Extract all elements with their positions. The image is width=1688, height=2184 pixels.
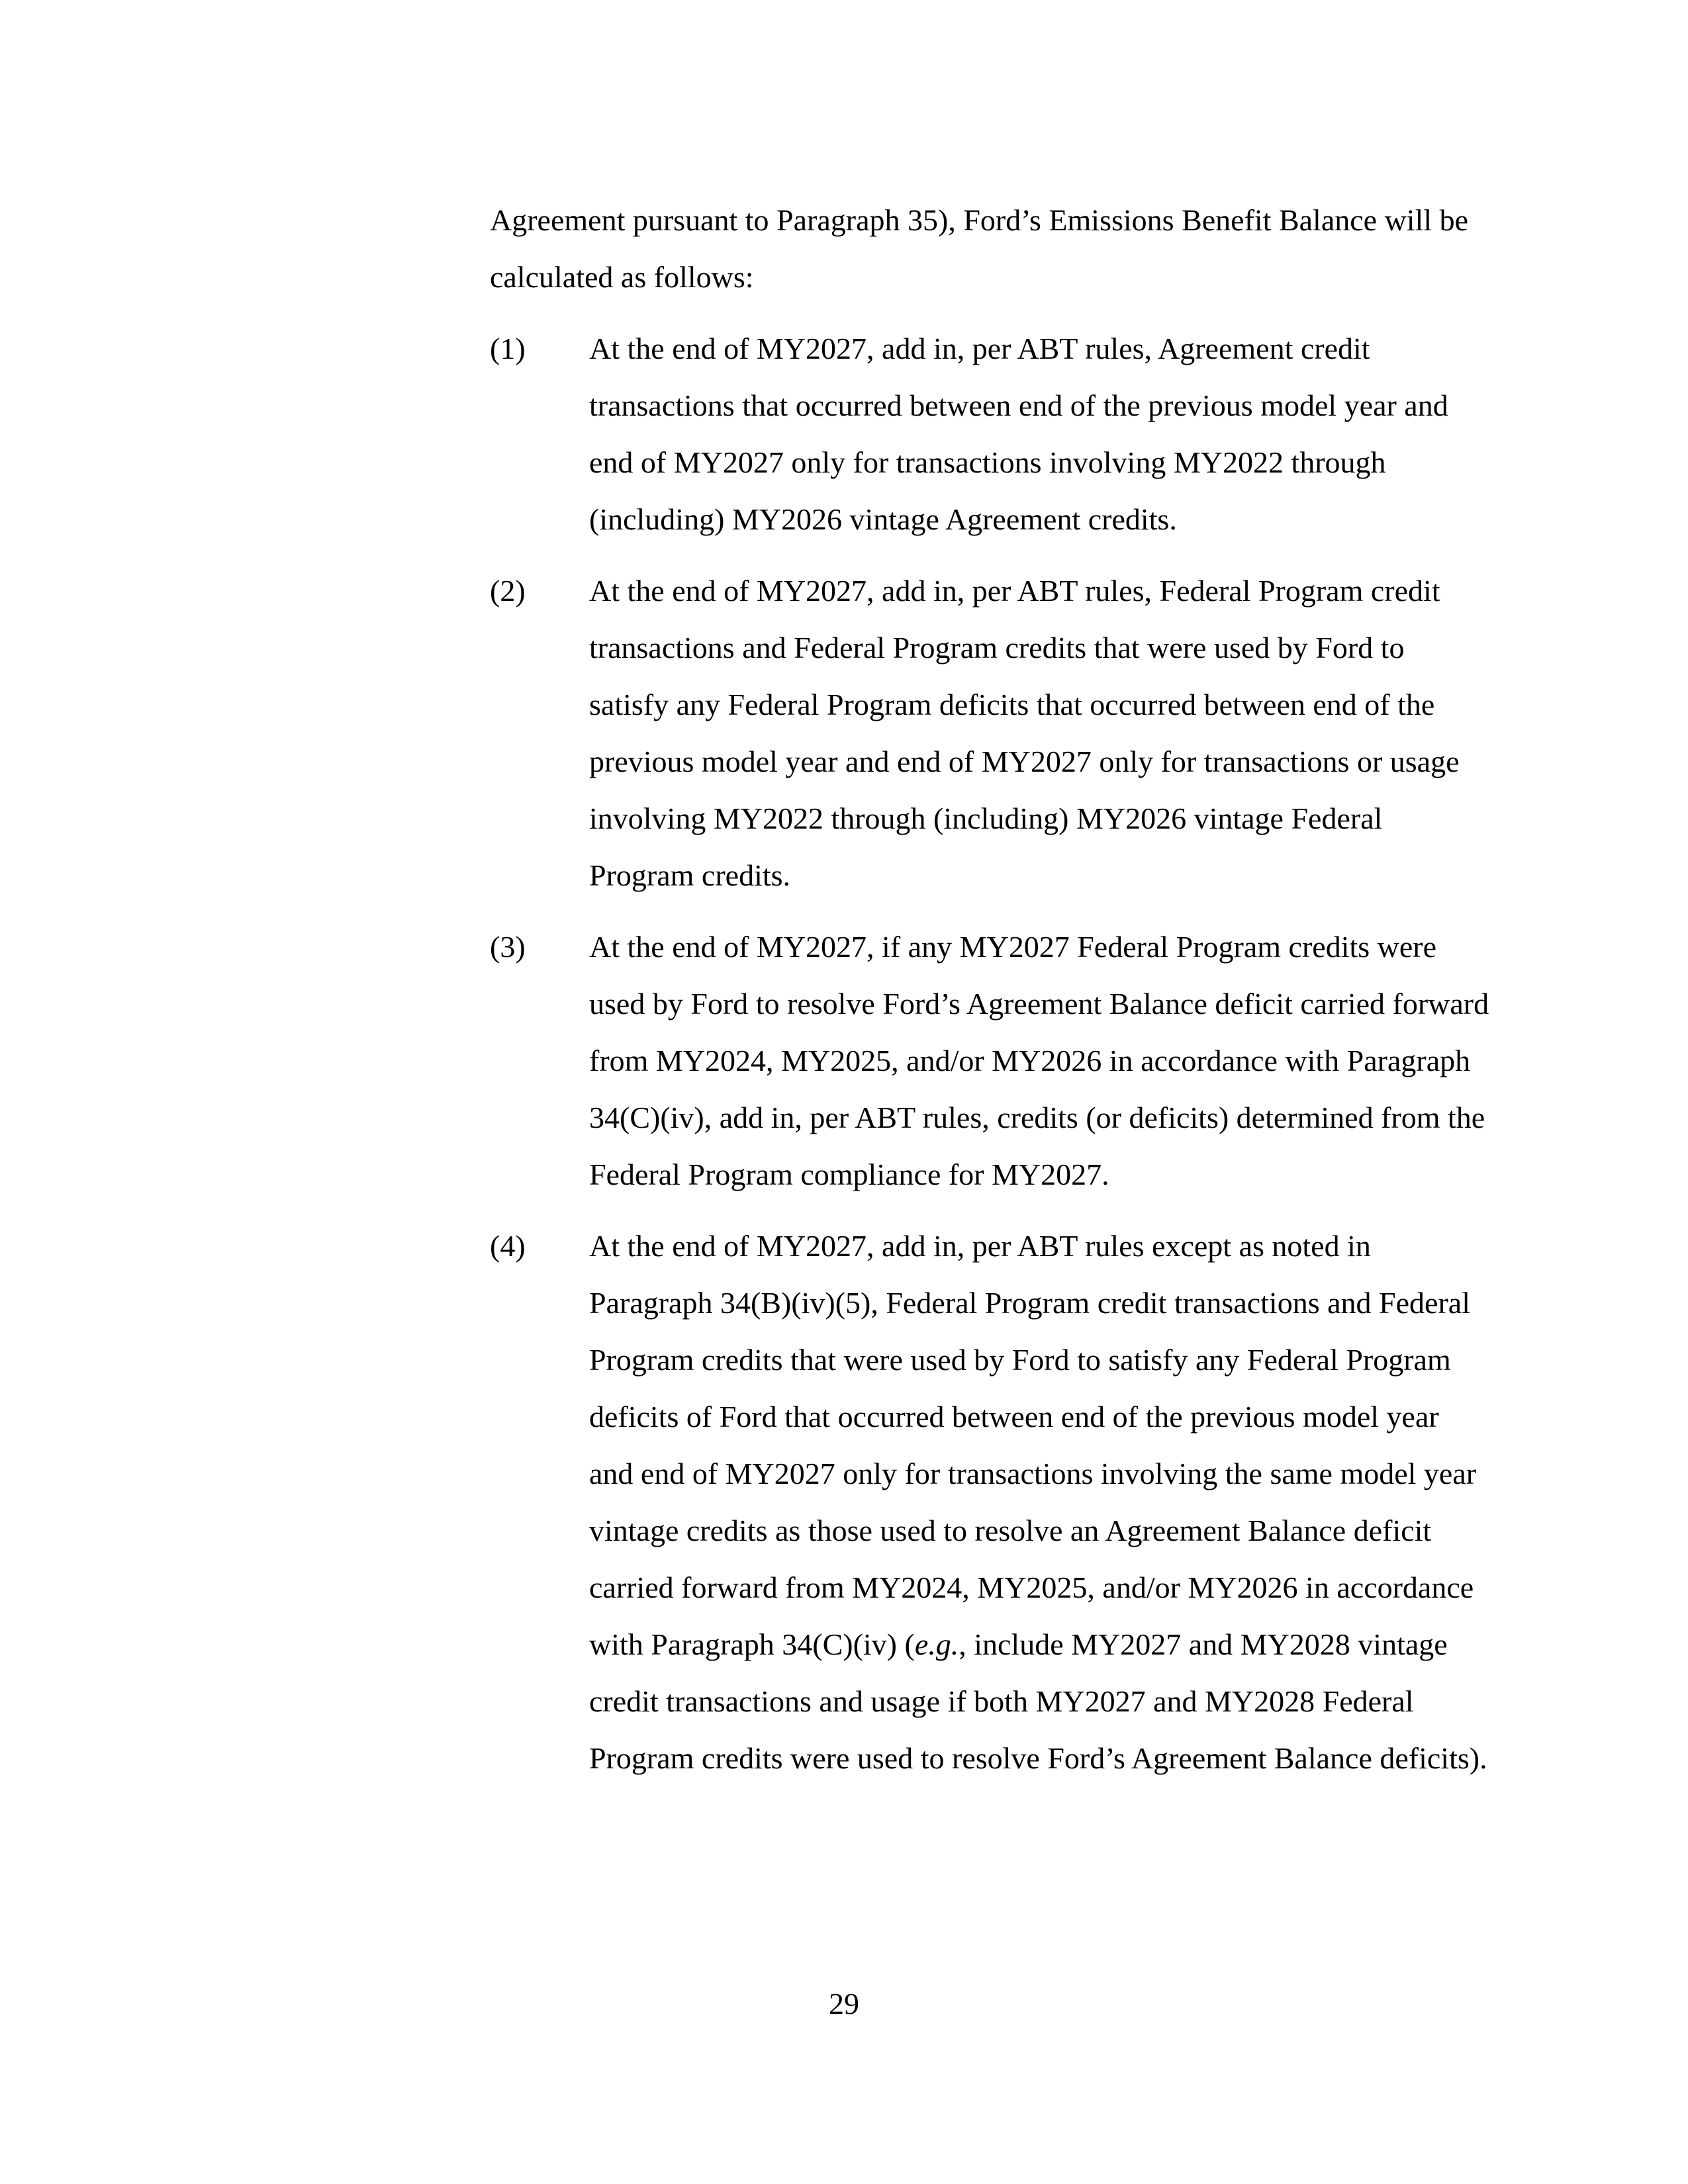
page-number: 29: [829, 1987, 859, 2021]
list-item-number: (4): [490, 1229, 526, 1263]
intro-paragraph: Agreement pursuant to Paragraph 35), Ford’s Emissions Benefit Balance will be calculated as follows:: [490, 203, 1469, 294]
list-item-4: [490, 1218, 1489, 1787]
list-item-2: [490, 563, 1489, 904]
list-item-text: [589, 1218, 1489, 1787]
list-item-text: At the end of MY2027, add in, per ABT rules, Federal Program credit transactions and Federal Program credits that were used by Ford to satisfy any Federal Program deficits that occurred between end of the previous model year and end of MY2027 only for transactions or usage involving MY2022 through (including) MY2026 vintage Federal Program credits.: [589, 574, 1460, 892]
list-item-1: [490, 320, 1489, 548]
list-item-number: (1): [490, 332, 526, 365]
list-item-text-italic: e.g.: [914, 1627, 959, 1661]
list-item-text-part: , include MY2027 and MY2028 vintage credit transactions and usage if both MY2027 and MY2028 Federal Program credits were used to resolve Ford’s Agreement Balance deficits).: [589, 1627, 1487, 1775]
list-item-number: (2): [490, 574, 526, 608]
list-item-text: At the end of MY2027, add in, per ABT rules, Agreement credit transactions that occurred between end of the previous model year and end of MY2027 only for transactions involving MY2022 through (including) MY2026 vintage Agreement credits.: [589, 332, 1448, 536]
list-item-text-part: At the end of MY2027, add in, per ABT rules except as noted in Paragraph 34(B)(iv)(5), Federal Program credit transactions and Federal Program credits that were used by Ford to satisfy any Federal Program deficits of Ford that occurred between end of the previous model year and end of MY2027 only for transactions involving the same model year vintage credits as those used to resolve an Agreement Balance deficit carried forward from MY2024, MY2025, and/or MY2026 in accordance with Paragraph 34(C)(iv) (: [589, 1229, 1477, 1661]
list-item-number: (3): [490, 930, 526, 964]
list-item-3: [490, 919, 1489, 1203]
list-item-text: At the end of MY2027, if any MY2027 Federal Program credits were used by Ford to resolve Ford’s Agreement Balance deficit carried forward from MY2024, MY2025, and/or MY2026 in accordance with Paragraph 34(C)(iv), add in, per ABT rules, credits (or deficits) determined from the Federal Program compliance for MY2027.: [589, 930, 1489, 1191]
document-body: [490, 192, 1489, 1801]
